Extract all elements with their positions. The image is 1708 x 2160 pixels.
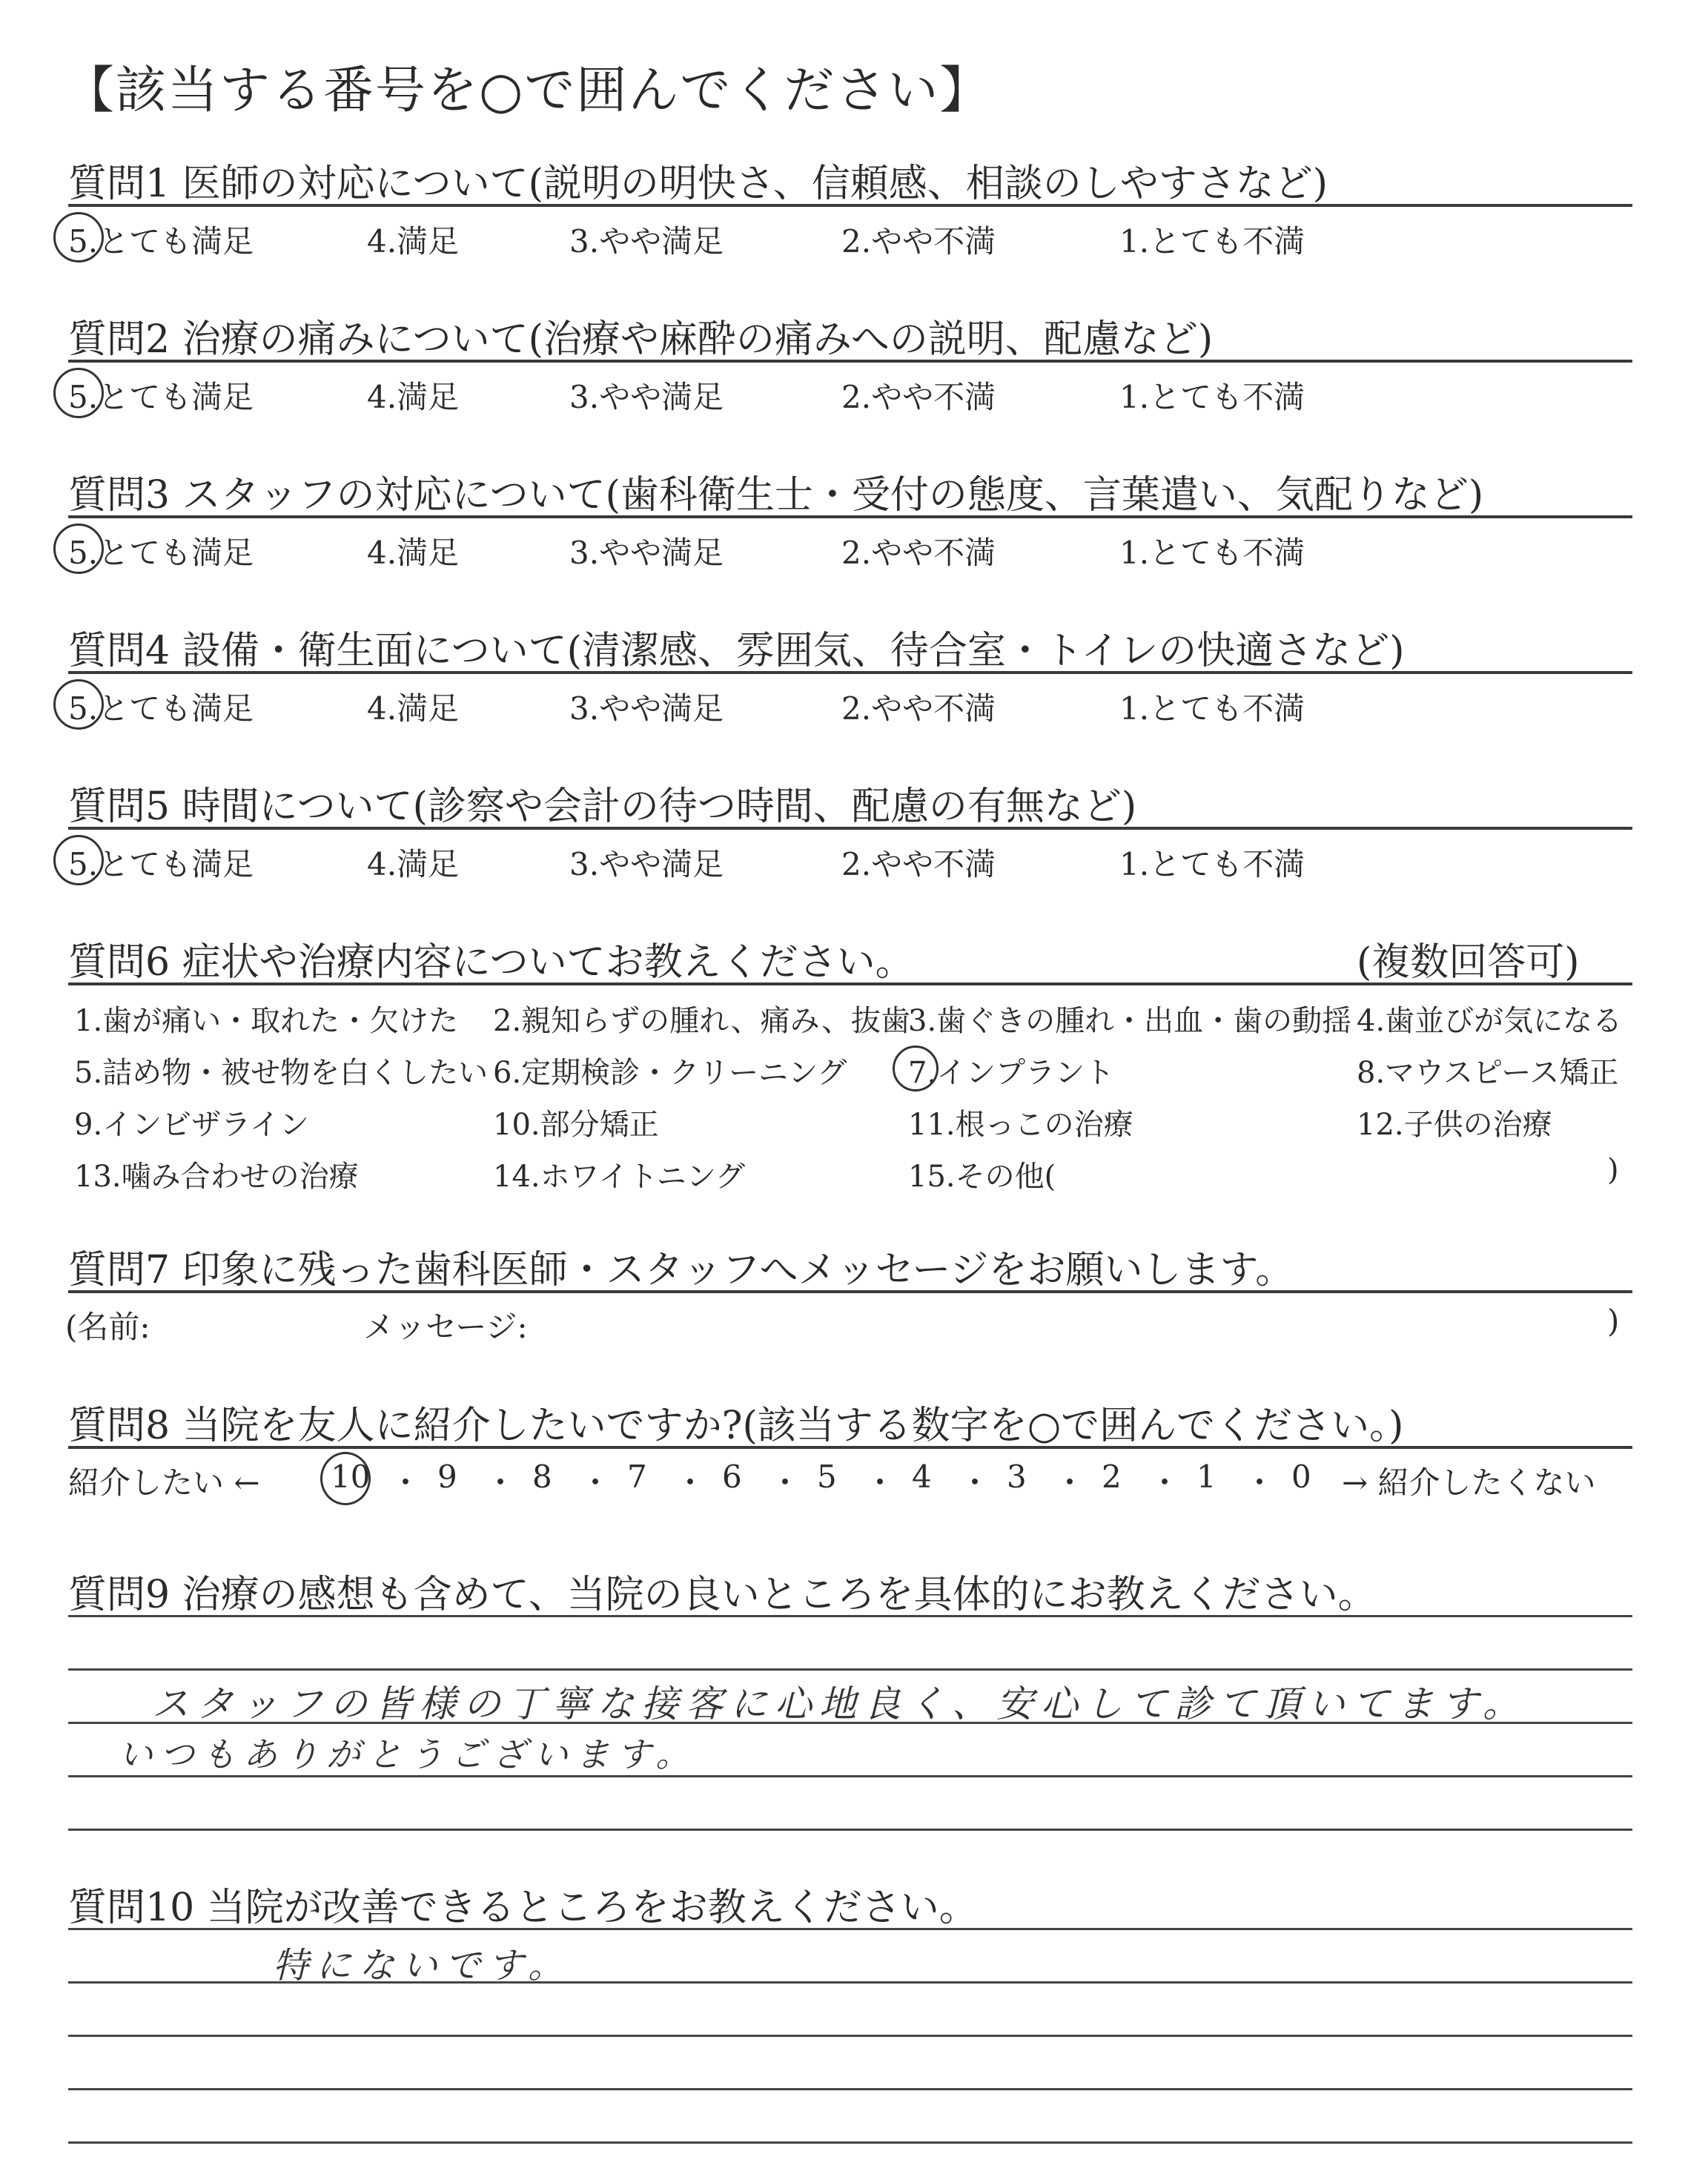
q6-item-4[interactable]: 4.歯並びが気になる [1357,1004,1623,1038]
q6-item-11[interactable]: 11.根っこの治療 [908,1108,1133,1142]
q8-separator: ・ [485,1464,517,1501]
q2-option-5[interactable]: 5.とても満足 [68,379,254,415]
q4-title: 質問4 設備・衛生面について(清潔感、雰囲気、待合室・トイレの快適さなど) [68,629,1405,673]
q5-selected-circle [53,835,104,885]
q6-selected-circle [893,1046,939,1091]
q5-option-2[interactable]: 2.やや不満 [841,846,996,882]
q8-score-4[interactable]: 4 [912,1459,932,1495]
q5-option-3[interactable]: 3.やや満足 [569,846,724,882]
q6-item-14[interactable]: 14.ホワイトニング [493,1160,746,1194]
q4-selected-circle [53,679,104,730]
q8-score-0[interactable]: 0 [1291,1459,1311,1495]
q2-option-2[interactable]: 2.やや不満 [841,379,996,415]
q8-separator: ・ [675,1464,706,1501]
q6-item-15[interactable]: 15.その他( [908,1160,1056,1194]
q1-title: 質問1 医師の対応について(説明の明快さ、信頼感、相談のしやすさなど) [68,162,1328,206]
q5-option-5[interactable]: 5.とても満足 [68,846,254,882]
q5-option-4[interactable]: 4.満足 [367,846,460,882]
q9-line-2 [68,1668,1632,1671]
q2-option-1[interactable]: 1.とても不満 [1119,379,1305,415]
q9-line-5 [68,1829,1632,1831]
q8-separator: ・ [1054,1464,1086,1501]
q8-score-10[interactable]: 10 [331,1459,371,1495]
q6-item-13[interactable]: 13.噛み合わせの治療 [74,1160,359,1194]
q1-option-2[interactable]: 2.やや不満 [841,223,996,260]
q4-rule [68,671,1632,674]
q6-item-5[interactable]: 5.詰め物・被せ物を白くしたい [74,1056,489,1090]
q9-title: 質問9 治療の感想も含めて、当院の良いところを具体的にお教えください。 [68,1573,1377,1617]
q3-selected-circle [53,524,104,574]
q6-title: 質問6 症状や治療内容についてお教えください。 [68,940,914,985]
q8-separator: ・ [959,1464,991,1501]
q2-option-4[interactable]: 4.満足 [367,379,460,415]
q6-item-9[interactable]: 9.インビザライン [74,1108,309,1142]
q8-separator: ・ [580,1464,612,1501]
q2-selected-circle [53,368,104,418]
q4-option-5[interactable]: 5.とても満足 [68,690,254,727]
q3-title: 質問3 スタッフの対応について(歯科衛生士・受付の態度、言葉遣い、気配りなど) [68,473,1484,518]
q2-option-3[interactable]: 3.やや満足 [569,379,724,415]
q3-option-1[interactable]: 1.とても不満 [1119,535,1305,571]
q6-item-1[interactable]: 1.歯が痛い・取れた・欠けた [74,1004,459,1038]
q8-score-3[interactable]: 3 [1007,1459,1027,1495]
q7-title: 質問7 印象に残った歯科医師・スタッフへメッセージをお願いします。 [68,1248,1294,1292]
q3-rule [68,515,1632,518]
q2-title: 質問2 治療の痛みについて(治療や麻酔の痛みへの説明、配慮など) [68,317,1214,362]
q8-rule [68,1446,1632,1449]
q1-rule [68,204,1632,207]
q8-left-label: 紹介したい ← [68,1464,260,1501]
q8-right-label: → 紹介したくない [1342,1464,1596,1501]
q5-rule [68,827,1632,830]
q9-answer-line-2: いつもありがとうございます。 [119,1734,698,1774]
q8-score-9[interactable]: 9 [437,1459,457,1495]
q3-option-5[interactable]: 5.とても満足 [68,535,254,571]
q4-option-2[interactable]: 2.やや不満 [841,690,996,727]
q7-close-paren: ) [1607,1303,1620,1339]
q3-option-3[interactable]: 3.やや満足 [569,535,724,571]
q8-separator: ・ [1149,1464,1181,1501]
q6-item-12[interactable]: 12.子供の治療 [1357,1108,1552,1142]
q7-name-label: (名前: [65,1309,150,1345]
q9-line-1 [68,1615,1632,1617]
q1-option-4[interactable]: 4.満足 [367,223,460,260]
q4-option-4[interactable]: 4.満足 [367,690,460,727]
q6-item-6[interactable]: 6.定期検診・クリーニング [493,1056,847,1090]
q9-answer-line-1: スタッフの皆様の丁寧な接客に心地良く、安心して診て頂いてます。 [152,1682,1527,1725]
q10-title: 質問10 当院が改善できるところをお教えください。 [68,1886,978,1930]
q2-rule [68,360,1632,363]
q10-line-3 [68,2035,1632,2037]
q4-option-1[interactable]: 1.とても不満 [1119,690,1305,727]
page-heading: 【該当する番号を○で囲んでください】 [64,62,992,120]
q6-item-8[interactable]: 8.マウスピース矯正 [1357,1056,1619,1090]
q6-rule [68,982,1632,985]
q8-score-6[interactable]: 6 [722,1459,742,1495]
q6-item-7[interactable]: 7.インプラント [908,1056,1115,1090]
q3-option-2[interactable]: 2.やや不満 [841,535,996,571]
q8-score-1[interactable]: 1 [1196,1459,1217,1495]
q7-message-label: メッセージ: [363,1309,528,1345]
q5-title: 質問5 時間について(診察や会計の待つ時間、配慮の有無など) [68,785,1137,829]
q10-line-1 [68,1928,1632,1930]
q3-option-4[interactable]: 4.満足 [367,535,460,571]
q8-score-7[interactable]: 7 [627,1459,647,1495]
q1-option-1[interactable]: 1.とても不満 [1119,223,1305,260]
q8-selected-circle [320,1452,371,1505]
q10-line-5 [68,2141,1632,2144]
q5-option-1[interactable]: 1.とても不満 [1119,846,1305,882]
q4-option-3[interactable]: 3.やや満足 [569,690,724,727]
q6-item-15-close: ) [1607,1153,1619,1187]
q8-score-2[interactable]: 2 [1102,1459,1122,1495]
q6-item-2[interactable]: 2.親知らずの腫れ、痛み、抜歯 [493,1004,910,1038]
q8-score-8[interactable]: 8 [532,1459,552,1495]
q8-separator: ・ [864,1464,896,1501]
q6-item-3[interactable]: 3.歯ぐきの腫れ・出血・歯の動揺 [908,1004,1352,1038]
q6-item-10[interactable]: 10.部分矯正 [493,1108,659,1142]
q6-note: (複数回答可) [1357,940,1580,985]
q1-option-5[interactable]: 5.とても満足 [68,223,254,260]
q1-selected-circle [53,212,104,262]
q8-score-5[interactable]: 5 [817,1459,837,1495]
q8-title: 質問8 当院を友人に紹介したいですか?(該当する数字を○で囲んでください。) [68,1404,1404,1448]
q8-separator: ・ [390,1464,422,1501]
q10-line-4 [68,2088,1632,2090]
q8-separator: ・ [769,1464,801,1501]
q7-message-input[interactable] [549,1298,1586,1342]
q8-separator: ・ [1244,1464,1276,1501]
q1-option-3[interactable]: 3.やや満足 [569,223,724,260]
q7-rule [68,1290,1632,1293]
q10-answer: 特にないです。 [273,1945,572,1986]
